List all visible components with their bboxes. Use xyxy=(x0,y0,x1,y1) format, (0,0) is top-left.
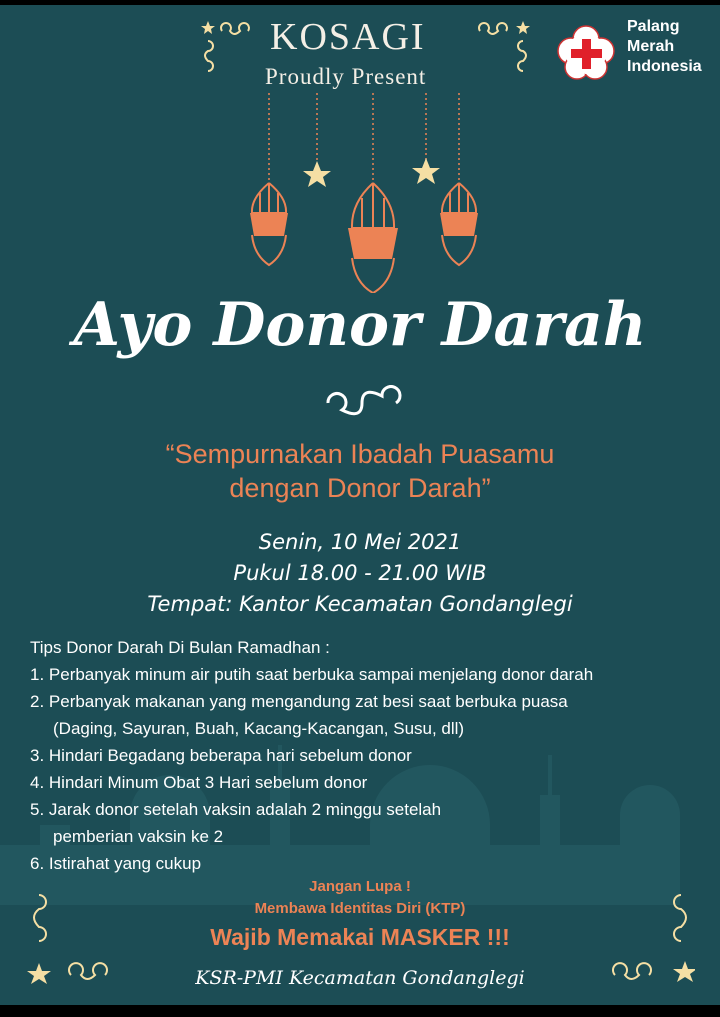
poster xyxy=(0,5,720,1005)
logo-line: Palang xyxy=(627,18,680,35)
reminder-line: Membawa Identitas Diri (KTP) xyxy=(254,900,466,917)
pmi-logo-text xyxy=(627,17,702,77)
mask-reminder: Wajib Memakai MASKER !!! xyxy=(210,924,510,950)
event-place: Tempat: Kantor Kecamatan Gondanglegi xyxy=(147,592,573,616)
logo-line: Indonesia xyxy=(627,58,702,75)
tips-heading: Tips Donor Darah Di Bulan Ramadhan : xyxy=(30,638,330,657)
tip-item: 5. Jarak donor setelah vaksin adalah 2 minggu setelah xyxy=(30,800,442,819)
event-date: Senin, 10 Mei 2021 xyxy=(258,530,462,554)
quote-line: “Sempurnakan Ibadah Puasamu xyxy=(165,439,555,469)
tip-item: (Daging, Sayuran, Buah, Kacang-Kacangan, Susu, dll) xyxy=(53,719,465,738)
swirl-ornament-icon xyxy=(200,19,260,79)
logo-line: Merah xyxy=(627,38,675,55)
swirl-divider-icon xyxy=(318,385,408,421)
lanterns-illustration xyxy=(240,93,490,293)
quote-line: dengan Donor Darah” xyxy=(229,473,491,503)
main-title: Ayo Donor Darah xyxy=(73,290,647,360)
tip-item: 3. Hindari Begadang beberapa hari sebelum donor xyxy=(30,746,412,765)
tip-item: 2. Perbanyak makanan yang mengandung zat besi saat berbuka puasa xyxy=(30,692,568,711)
tip-item: 1. Perbanyak minum air putih saat berbuka sampai menjelang donor darah xyxy=(30,665,594,684)
tip-item: 4. Hindari Minum Obat 3 Hari sebelum donor xyxy=(30,773,368,792)
org-name: KOSAGI xyxy=(270,16,426,58)
event-details xyxy=(0,527,720,620)
pmi-logo-icon xyxy=(556,25,616,81)
tip-item: 6. Istirahat yang cukup xyxy=(30,854,202,873)
tip-item: pemberian vaksin ke 2 xyxy=(53,827,224,846)
swirl-ornament-icon xyxy=(478,19,538,79)
tips-section xyxy=(30,634,593,877)
footer-organizer: KSR-PMI Kecamatan Gondanglegi xyxy=(195,967,525,989)
event-time: Pukul 18.00 - 21.00 WIB xyxy=(233,561,487,585)
quote xyxy=(0,437,720,505)
subtitle: Proudly Present xyxy=(265,64,427,89)
reminder-line: Jangan Lupa ! xyxy=(309,878,411,895)
